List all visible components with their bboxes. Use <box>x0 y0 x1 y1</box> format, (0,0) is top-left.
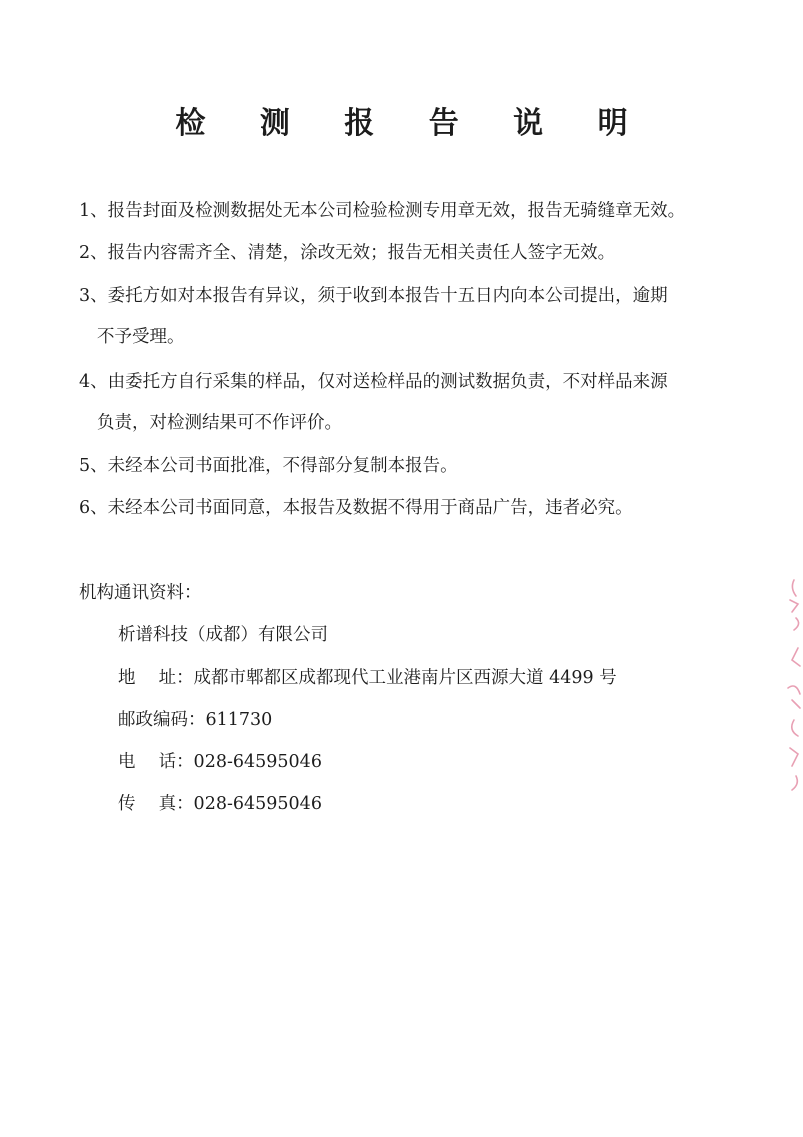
note-item-6: 6、未经本公司书面同意，本报告及数据不得用于商品广告，违者必究。 <box>79 498 633 518</box>
contact-address: 地 址：成都市郫都区成都现代工业港南片区西源大道 4499 号 <box>118 668 617 688</box>
note-item-2: 2、报告内容需齐全、清楚，涂改无效；报告无相关责任人签字无效。 <box>79 243 616 263</box>
page-title: 检 测 报 告 说 明 <box>175 106 650 141</box>
contact-phone: 电 话：028-64595046 <box>118 752 322 772</box>
note-item-4: 4、由委托方自行采集的样品，仅对送检样品的测试数据负责，不对样品来源 <box>79 372 668 392</box>
contact-fax: 传 真：028-64595046 <box>118 794 322 814</box>
note-item-1: 1、报告封面及检测数据处无本公司检验检测专用章无效，报告无骑缝章无效。 <box>79 201 686 221</box>
contact-heading: 机构通讯资料： <box>79 583 202 603</box>
note-item-4-continued: 负责，对检测结果可不作评价。 <box>97 413 342 433</box>
note-item-3-continued: 不予受理。 <box>97 327 185 347</box>
note-item-5: 5、未经本公司书面批准，不得部分复制本报告。 <box>79 456 458 476</box>
contact-postcode: 邮政编码：611730 <box>118 710 273 730</box>
contact-company: 析谱科技（成都）有限公司 <box>118 625 328 645</box>
partial-seal-stamp <box>780 570 803 800</box>
note-item-3: 3、委托方如对本报告有异议，须于收到本报告十五日内向本公司提出，逾期 <box>79 286 668 306</box>
